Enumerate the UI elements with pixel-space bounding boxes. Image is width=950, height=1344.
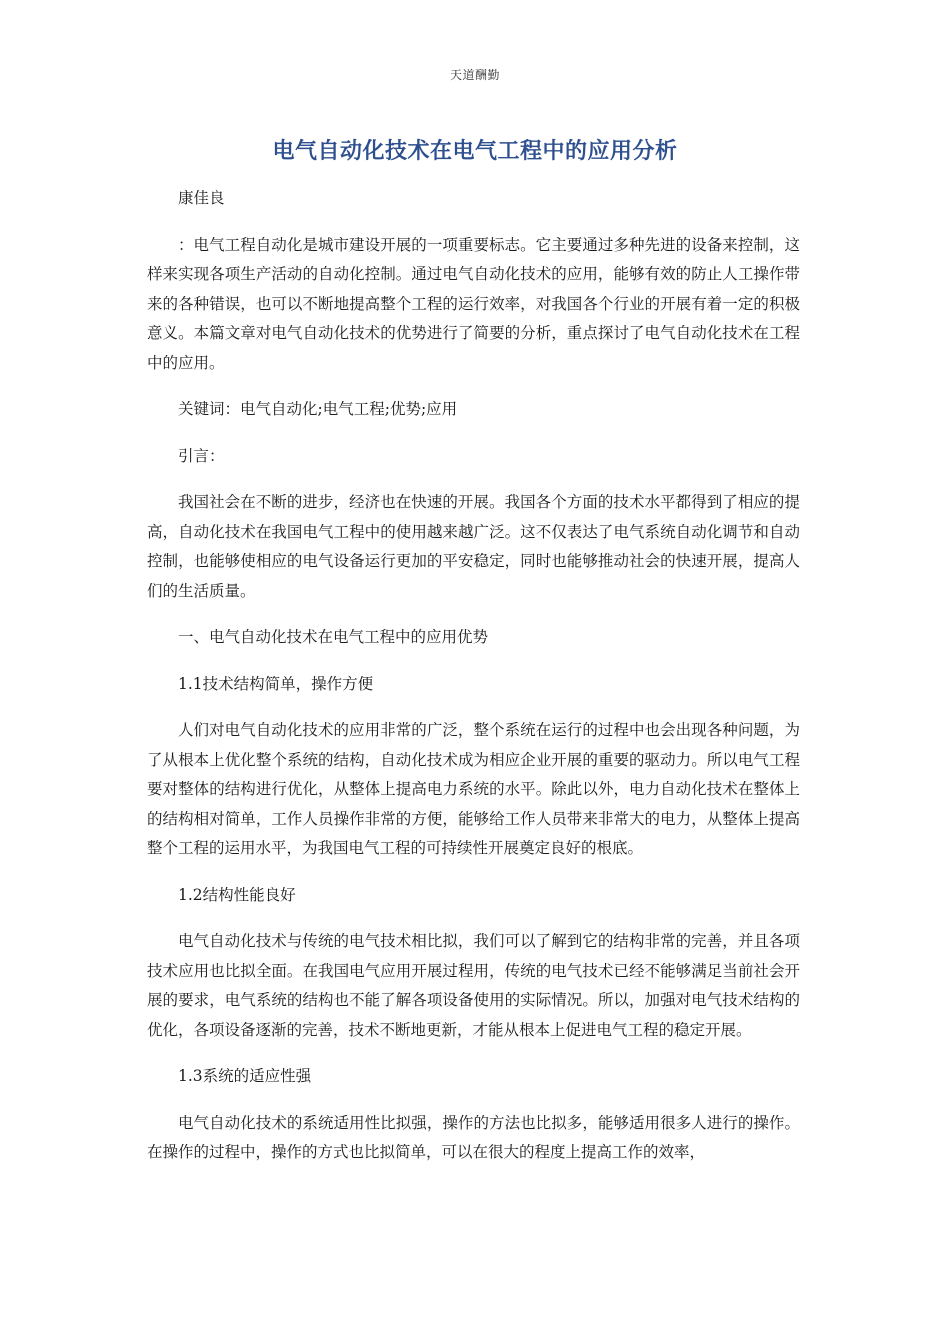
keywords-line: 关键词：电气自动化;电气工程;优势;应用 [178, 400, 458, 418]
section-heading: 一、电气自动化技术在电气工程中的应用优势 [178, 628, 489, 646]
intro-label: 引言： [178, 446, 225, 465]
subsection-heading: 1.1技术结构简单，操作方便 [178, 674, 374, 693]
document-title: 电气自动化技术在电气工程中的应用分析 [272, 139, 678, 164]
abstract-paragraph: ：电气工程自动化是城市建设开展的一项重要标志。它主要通过多种先进的设备来控制，这样来实现各项生产活动的自动化控制。通过电气自动化技术的应用，能够有效的防止人工操作带来的各种错误，也可以不断地提高整个工程的运行效率，对我国各个行业的开展有着一定的积极意义。本篇文章对电气自动化技术的优势进行了简要的分析，重点探讨了电气自动化技术在工程中的应用。 [147, 235, 800, 372]
subsection-paragraph: 人们对电气自动化技术的应用非常的广泛，整个系统在运行的过程中也会出现各种问题，为了从根本上优化整个系统的结构，自动化技术成为相应企业开展的重要的驱动力。所以电气工程要对整体的结构进行优化，从整体上提高电力系统的水平。除此以外，电力自动化技术在整体上的结构相对简单，工作人员操作非常的方便，能够给工作人员带来非常大的电力，从整体上提高整个工程的运用水平，为我国电气工程的可持续性开展奠定良好的根底。 [147, 721, 800, 857]
document-body [147, 184, 800, 1168]
author-name: 康佳良 [178, 189, 225, 207]
subsection-heading: 1.2结构性能良好 [178, 885, 296, 904]
intro-paragraph: 我国社会在不断的进步，经济也在快速的开展。我国各个方面的技术水平都得到了相应的提高，自动化技术在我国电气工程中的使用越来越广泛。这不仅表达了电气系统自动化调节和自动控制，也能够使相应的电气设备运行更加的平安稳定，同时也能够推动社会的快速开展，提高人们的生活质量。 [147, 493, 800, 600]
page-header: 天道酬勤 [449, 68, 500, 82]
subsection-heading: 1.3系统的适应性强 [178, 1067, 312, 1085]
subsection-paragraph: 电气自动化技术与传统的电气技术相比拟，我们可以了解到它的结构非常的完善，并且各项技术应用也比拟全面。在我国电气应用开展过程用，传统的电气技术已经不能够满足当前社会开展的要求，电气系统的结构也不能了解各项设备使用的实际情况。所以，加强对电气技术结构的优化，各项设备逐渐的完善，技术不断地更新，才能从根本上促进电气工程的稳定开展。 [147, 932, 800, 1039]
subsection-paragraph: 电气自动化技术的系统适用性比拟强，操作的方法也比拟多，能够适用很多人进行的操作。在操作的过程中，操作的方式也比拟简单，可以在很大的程度上提高工作的效率， [147, 1113, 800, 1161]
